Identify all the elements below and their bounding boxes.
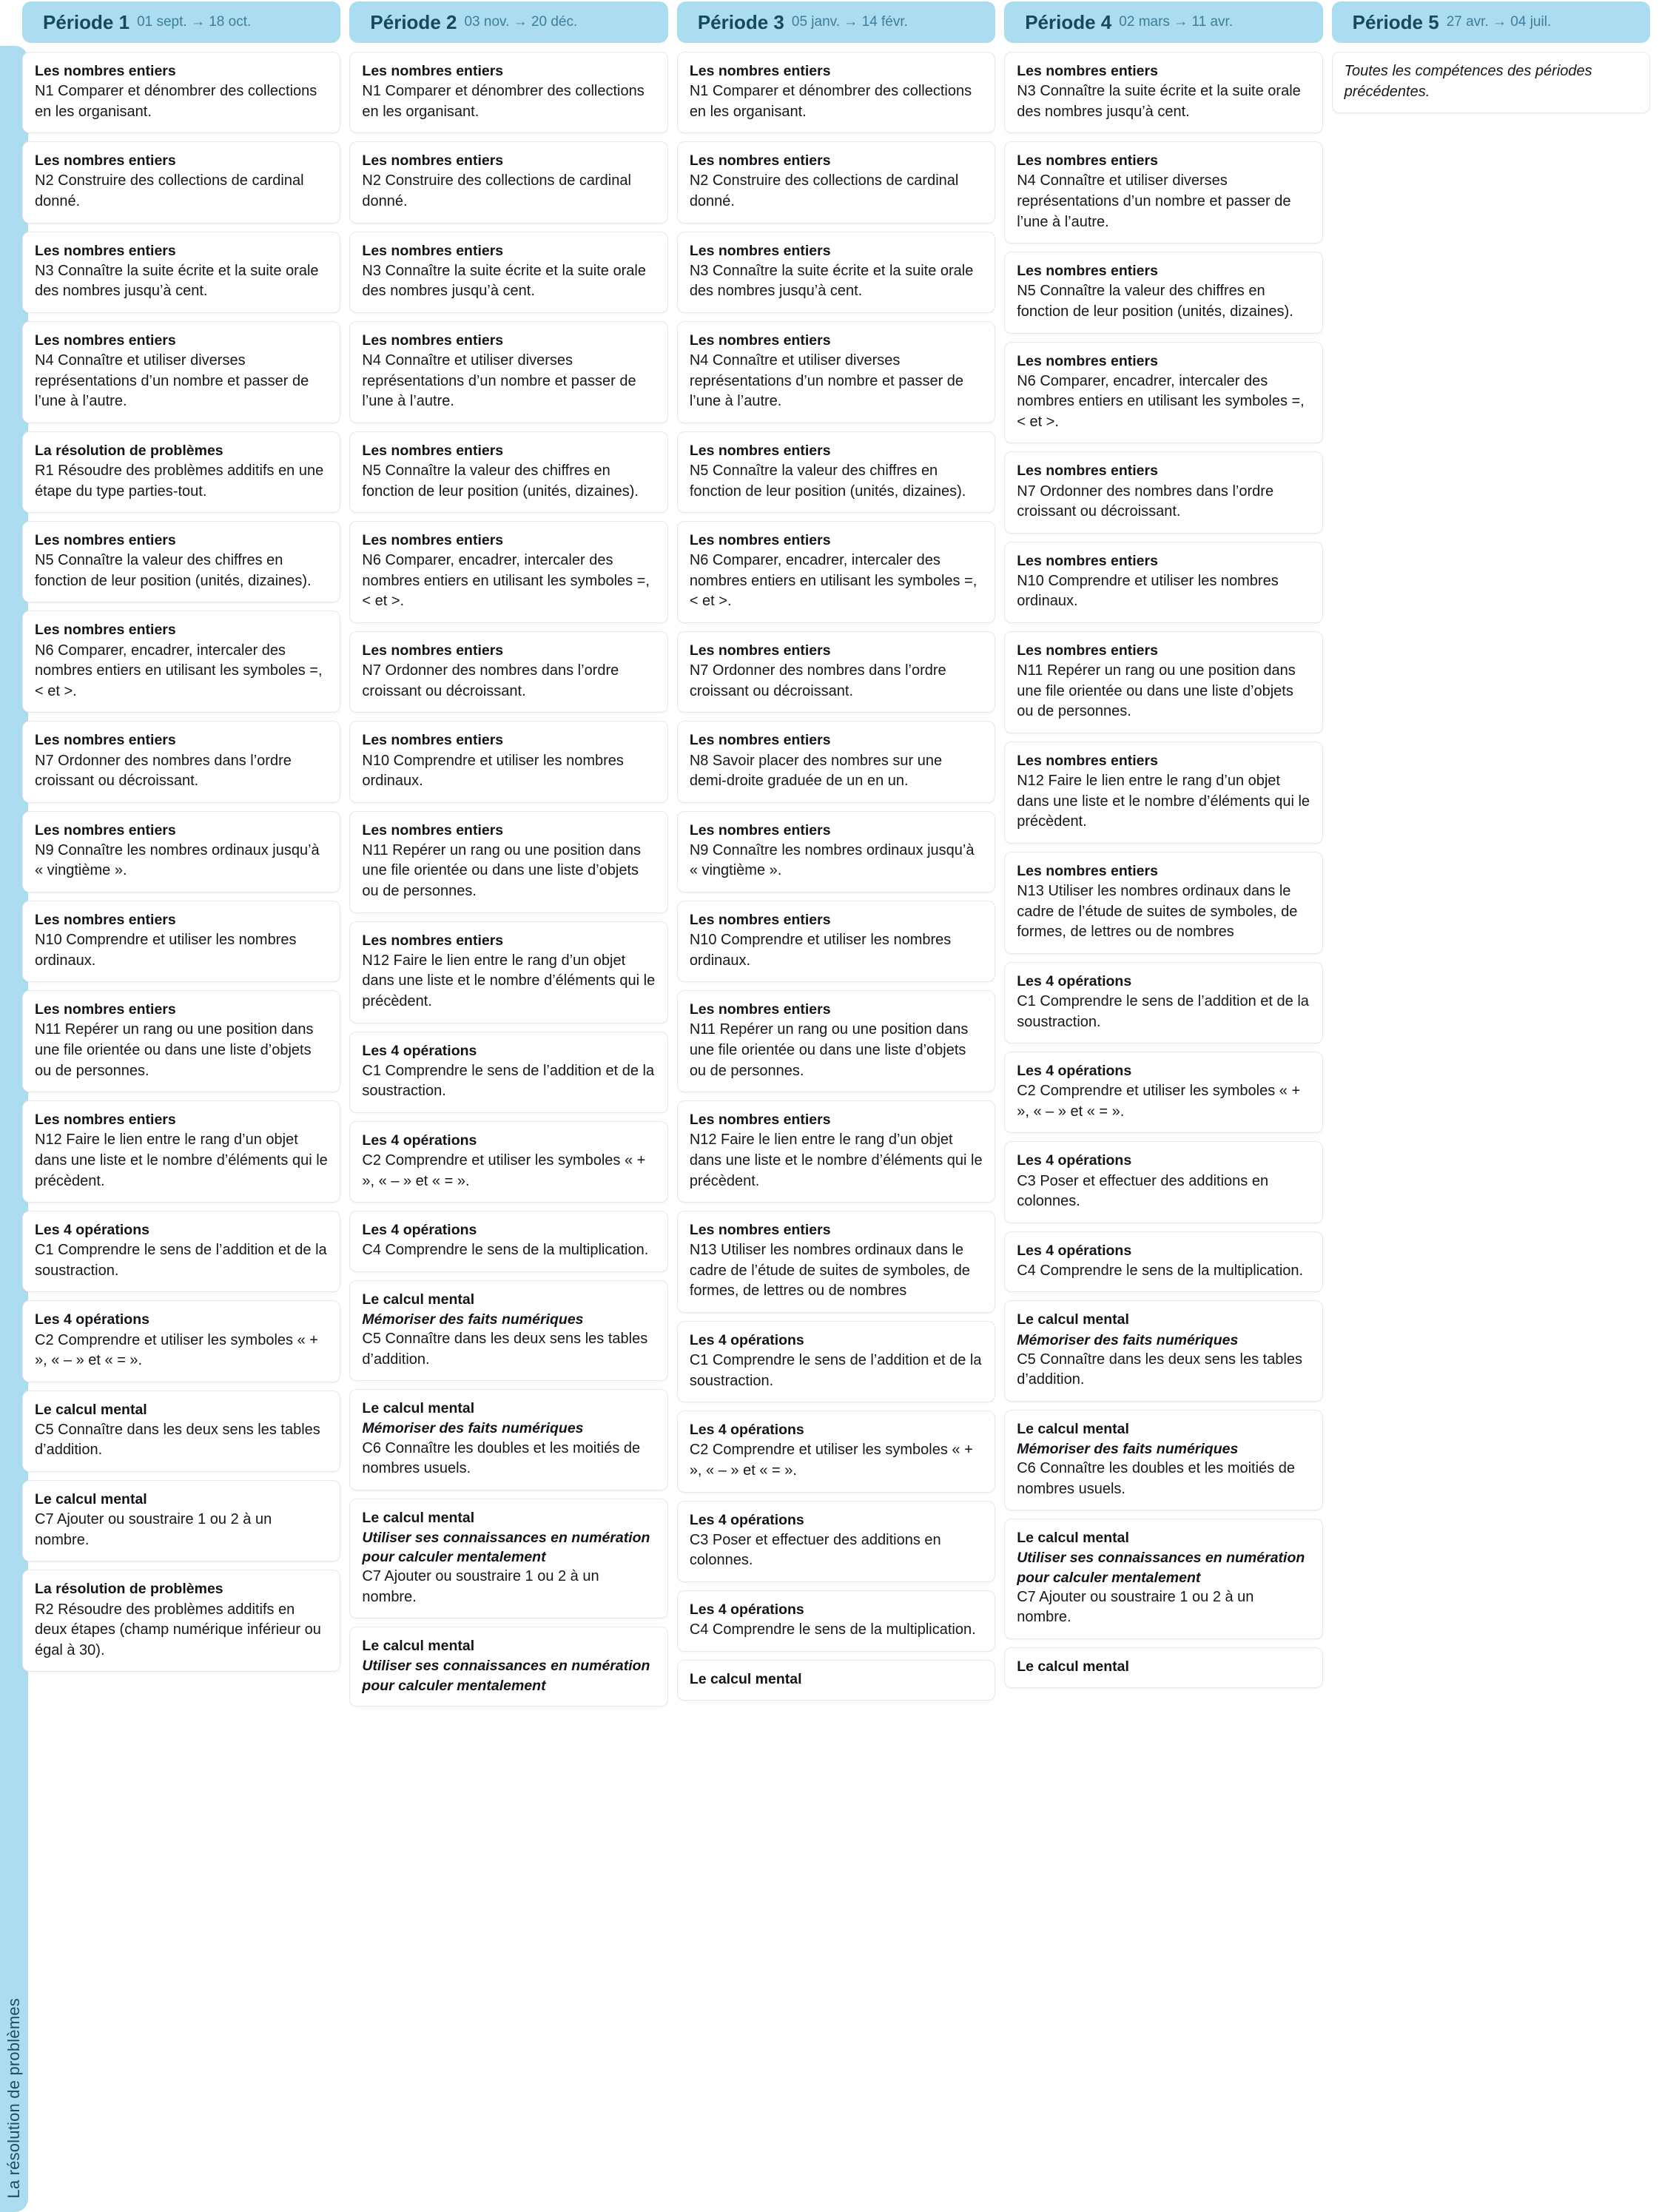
competency-card[interactable] xyxy=(349,52,667,133)
competency-text: R1 Résoudre des problèmes additifs en une étape du type parties-tout. xyxy=(35,462,324,500)
competency-card[interactable] xyxy=(22,1391,340,1472)
competency-card[interactable] xyxy=(349,1627,667,1706)
competency-subdomain: Mémoriser des faits numériques xyxy=(362,1311,584,1328)
competency-domain: Les nombres entiers xyxy=(689,152,831,169)
competency-card[interactable] xyxy=(22,141,340,223)
competency-domain: Les nombres entiers xyxy=(362,332,504,349)
competency-domain: Les nombres entiers xyxy=(362,532,504,549)
period-dates: 01 sept. → 18 oct. xyxy=(137,14,252,30)
competency-subdomain: Mémoriser des faits numériques xyxy=(362,1420,584,1437)
period-dates: 05 janv. → 14 févr. xyxy=(791,14,908,30)
period-header-1[interactable] xyxy=(22,1,340,43)
competency-card[interactable] xyxy=(1004,342,1322,444)
competency-text: C7 Ajouter ou soustraire 1 ou 2 à un nombre. xyxy=(35,1511,272,1548)
competency-domain: Le calcul mental xyxy=(362,1638,475,1655)
competency-text: N11 Repérer un rang ou une position dans une file orientée ou dans une liste d’objets ou de personnes. xyxy=(689,1021,969,1079)
competency-card[interactable] xyxy=(1004,52,1322,133)
competency-subdomain: Utiliser ses connaissances en numération pour calculer mentalement xyxy=(362,1658,650,1694)
period-dates: 02 mars → 11 avr. xyxy=(1119,14,1234,30)
competency-domain: Le calcul mental xyxy=(1017,1311,1129,1328)
competency-domain: La résolution de problèmes xyxy=(35,442,223,459)
competency-card[interactable] xyxy=(677,1211,995,1313)
competency-text: C2 Comprendre et utiliser les symboles « + », « – » et « = ». xyxy=(362,1152,646,1189)
competency-domain: Les nombres entiers xyxy=(1017,862,1158,879)
competency-text: N11 Repérer un rang ou une position dans une file orientée ou dans une liste d’objets ou de personnes. xyxy=(1017,662,1296,720)
competency-domain: Les nombres entiers xyxy=(35,912,176,928)
competency-text: N10 Comprendre et utiliser les nombres ordinaux. xyxy=(35,932,297,969)
period-header-row xyxy=(22,1,1650,47)
competency-text: N7 Ordonner des nombres dans l’ordre croissant ou décroissant. xyxy=(362,662,619,699)
competency-card[interactable] xyxy=(22,1211,340,1292)
competency-text: C6 Connaître les doubles et les moitiés de nombres usuels. xyxy=(362,1439,641,1477)
competency-card[interactable] xyxy=(349,721,667,802)
competency-text: C2 Comprendre et utiliser les symboles « + », « – » et « = ». xyxy=(35,1331,318,1369)
competency-card[interactable] xyxy=(349,141,667,223)
period-title: Période 5 xyxy=(1352,10,1439,33)
competency-domain: Les nombres entiers xyxy=(35,732,176,749)
competency-card[interactable] xyxy=(349,921,667,1023)
competency-card[interactable] xyxy=(22,811,340,892)
competency-card[interactable] xyxy=(22,52,340,133)
competency-text: C7 Ajouter ou soustraire 1 ou 2 à un nombre. xyxy=(362,1568,599,1605)
competency-card[interactable] xyxy=(1004,962,1322,1043)
competency-domain: Les 4 opérations xyxy=(689,1422,804,1439)
competency-domain: Les 4 opérations xyxy=(1017,1152,1132,1169)
competency-domain: Le calcul mental xyxy=(1017,1658,1129,1675)
competency-text: C6 Connaître les doubles et les moitiés de nombres usuels. xyxy=(1017,1460,1295,1497)
competency-text: N12 Faire le lien entre le rang d’un objet dans une liste et le nombre d’éléments qui le précèdent. xyxy=(689,1132,983,1189)
competency-domain: Les nombres entiers xyxy=(35,63,176,79)
competency-domain: Les 4 opérations xyxy=(362,1042,477,1059)
competency-subdomain: Utiliser ses connaissances en numération pour calculer mentalement xyxy=(362,1529,650,1565)
competency-card[interactable] xyxy=(1004,631,1322,733)
competency-card[interactable] xyxy=(1004,141,1322,243)
competency-text: N13 Utiliser les nombres ordinaux dans le cadre de l’étude de suites de symboles, de formes, de lettres ou de nombres xyxy=(689,1242,970,1300)
competency-domain: Les nombres entiers xyxy=(35,622,176,639)
competency-text: N5 Connaître la valeur des chiffres en fonction de leur position (unités, dizaines). xyxy=(35,552,312,589)
competency-domain: Les nombres entiers xyxy=(689,442,831,459)
competency-text: C3 Poser et effectuer des additions en colonnes. xyxy=(1017,1172,1269,1210)
competency-card[interactable] xyxy=(22,721,340,802)
competency-domain: Les nombres entiers xyxy=(362,442,504,459)
competency-text: N2 Construire des collections de cardinal donné. xyxy=(689,172,959,210)
competency-domain: Les nombres entiers xyxy=(1017,642,1158,659)
competency-domain: La résolution de problèmes xyxy=(35,1581,223,1598)
competency-card[interactable] xyxy=(349,1499,667,1619)
competency-card[interactable] xyxy=(22,321,340,423)
competency-text: R2 Résoudre des problèmes additifs en deux étapes (champ numérique inférieur ou égal à 30). xyxy=(35,1601,321,1658)
competency-text: C1 Comprendre le sens de l’addition et de la soustraction. xyxy=(689,1352,982,1389)
competency-text: N7 Ordonner des nombres dans l’ordre croissant ou décroissant. xyxy=(689,662,946,699)
competency-card[interactable] xyxy=(677,901,995,982)
competency-text: N2 Construire des collections de cardinal donné. xyxy=(362,172,631,210)
period-dates: 27 avr. → 04 juil. xyxy=(1446,14,1552,30)
competency-card[interactable] xyxy=(349,431,667,513)
competency-card[interactable] xyxy=(349,1121,667,1203)
competency-card[interactable] xyxy=(349,232,667,313)
competency-card[interactable] xyxy=(677,1411,995,1492)
competency-card[interactable] xyxy=(677,1100,995,1203)
competency-text: C2 Comprendre et utiliser les symboles « + », « – » et « = ». xyxy=(689,1442,973,1479)
period-column-5 xyxy=(1332,52,1650,2212)
competency-domain: Les nombres entiers xyxy=(1017,63,1158,79)
competency-card[interactable] xyxy=(677,1590,995,1652)
competency-text: N3 Connaître la suite écrite et la suite orale des nombres jusqu’à cent. xyxy=(1017,83,1301,120)
competency-domain: Les nombres entiers xyxy=(689,532,831,549)
competency-text: C5 Connaître dans les deux sens les tables d’addition. xyxy=(362,1331,648,1368)
competency-text: N4 Connaître et utiliser diverses représentations d’un nombre et passer de l’une à l’autre. xyxy=(689,352,964,410)
competency-card[interactable] xyxy=(349,1211,667,1272)
competency-text: C7 Ajouter ou soustraire 1 ou 2 à un nombre. xyxy=(1017,1588,1254,1626)
competency-domain: Les nombres entiers xyxy=(35,1112,176,1129)
period-header-5[interactable] xyxy=(1332,1,1650,43)
competency-domain: Les 4 opérations xyxy=(1017,1242,1132,1259)
competency-text: N1 Comparer et dénombrer des collections en les organisant. xyxy=(35,83,317,120)
competency-card[interactable] xyxy=(1004,252,1322,333)
competency-text: C2 Comprendre et utiliser les symboles « + », « – » et « = ». xyxy=(1017,1083,1301,1120)
competency-card[interactable] xyxy=(677,321,995,423)
competency-card[interactable] xyxy=(677,1321,995,1402)
competency-card[interactable] xyxy=(677,431,995,513)
competency-domain: Les nombres entiers xyxy=(689,1112,831,1129)
competency-domain: Le calcul mental xyxy=(35,1491,147,1508)
competency-card[interactable] xyxy=(677,811,995,892)
competency-card[interactable] xyxy=(1004,451,1322,533)
competency-text: N3 Connaître la suite écrite et la suite orale des nombres jusqu’à cent. xyxy=(35,262,319,300)
competency-card[interactable] xyxy=(22,990,340,1092)
competency-text: N5 Connaître la valeur des chiffres en fonction de leur position (unités, dizaines). xyxy=(689,462,966,500)
competency-domain: Les nombres entiers xyxy=(35,1001,176,1018)
competency-card[interactable] xyxy=(677,141,995,223)
competency-text: C4 Comprendre le sens de la multiplication. xyxy=(362,1242,649,1259)
period-column-4 xyxy=(1004,52,1322,2212)
competency-domain: Les nombres entiers xyxy=(689,821,831,838)
period-column-3 xyxy=(677,52,995,2212)
competency-domain: Les nombres entiers xyxy=(689,1222,831,1239)
competency-text: N11 Repérer un rang ou une position dans une file orientée ou dans une liste d’objets ou de personnes. xyxy=(362,841,641,899)
competency-text: C1 Comprendre le sens de l’addition et de la soustraction. xyxy=(35,1242,327,1279)
competency-domain: Les 4 opérations xyxy=(35,1222,149,1239)
competency-domain: Le calcul mental xyxy=(362,1509,475,1526)
competency-domain: Les nombres entiers xyxy=(689,332,831,349)
competency-text: N10 Comprendre et utiliser les nombres ordinaux. xyxy=(362,752,624,790)
competency-card[interactable] xyxy=(349,1032,667,1113)
competency-card[interactable] xyxy=(349,631,667,713)
competency-domain: Les nombres entiers xyxy=(362,242,504,259)
competency-card[interactable] xyxy=(349,521,667,623)
competency-card[interactable] xyxy=(677,1501,995,1582)
period-header-2[interactable] xyxy=(349,1,667,43)
competency-text: N12 Faire le lien entre le rang d’un objet dans une liste et le nombre d’éléments qui le précèdent. xyxy=(362,952,656,1009)
competency-card[interactable] xyxy=(22,901,340,982)
competency-text: N10 Comprendre et utiliser les nombres ordinaux. xyxy=(689,932,952,969)
competency-domain: Le calcul mental xyxy=(362,1291,475,1308)
competency-text: C3 Poser et effectuer des additions en colonnes. xyxy=(689,1531,941,1569)
competency-domain: Les 4 opérations xyxy=(1017,1063,1132,1080)
competency-text: N6 Comparer, encadrer, intercaler des nombres entiers en utilisant les symboles =, < et >. xyxy=(689,552,977,610)
competency-card[interactable] xyxy=(1004,1141,1322,1223)
competency-card[interactable] xyxy=(1004,1410,1322,1510)
competency-card[interactable] xyxy=(677,990,995,1092)
competency-text: N6 Comparer, encadrer, intercaler des nombres entiers en utilisant les symboles =, < et >. xyxy=(1017,372,1305,430)
competency-text: N13 Utiliser les nombres ordinaux dans le cadre de l’étude de suites de symboles, de formes, de lettres ou de nombres xyxy=(1017,883,1298,941)
competency-domain: Les nombres entiers xyxy=(1017,463,1158,480)
competency-domain: Les 4 opérations xyxy=(689,1511,804,1528)
competency-domain: Le calcul mental xyxy=(362,1400,475,1417)
competency-domain: Les 4 opérations xyxy=(689,1601,804,1618)
competency-card[interactable] xyxy=(22,232,340,313)
competency-text: C4 Comprendre le sens de la multiplication. xyxy=(1017,1262,1304,1279)
period-title: Période 2 xyxy=(370,10,457,33)
competency-domain: Les 4 opérations xyxy=(689,1332,804,1349)
competency-domain: Les 4 opérations xyxy=(362,1132,477,1149)
competency-text: N4 Connaître et utiliser diverses représentations d’un nombre et passer de l’une à l’autre. xyxy=(1017,172,1291,230)
competency-domain: Les nombres entiers xyxy=(1017,263,1158,280)
period-column-2 xyxy=(349,52,667,2212)
competency-domain: Les nombres entiers xyxy=(689,1001,831,1018)
competency-card[interactable] xyxy=(1004,1519,1322,1639)
competency-text: Toutes les compétences des périodes précédentes. xyxy=(1344,63,1592,100)
rail-label: La résolution de problèmes xyxy=(4,1998,23,2199)
period-header-4[interactable] xyxy=(1004,1,1322,43)
competency-card[interactable] xyxy=(22,1480,340,1561)
competency-domain: Les nombres entiers xyxy=(35,152,176,169)
competency-card[interactable] xyxy=(1004,742,1322,844)
competency-card[interactable] xyxy=(22,1570,340,1672)
competency-text: N12 Faire le lien entre le rang d’un objet dans une liste et le nombre d’éléments qui le précèdent. xyxy=(35,1132,328,1189)
competency-card[interactable] xyxy=(1004,852,1322,954)
competency-text: N10 Comprendre et utiliser les nombres ordinaux. xyxy=(1017,572,1279,610)
competency-card[interactable] xyxy=(349,811,667,913)
competency-text: N3 Connaître la suite écrite et la suite orale des nombres jusqu’à cent. xyxy=(362,262,646,300)
competency-text: N7 Ordonner des nombres dans l’ordre croissant ou décroissant. xyxy=(1017,483,1274,520)
competency-card[interactable] xyxy=(1332,52,1650,113)
competency-domain: Les 4 opérations xyxy=(1017,972,1132,989)
competency-text: C5 Connaître dans les deux sens les tables d’addition. xyxy=(35,1421,320,1459)
competency-text: N1 Comparer et dénombrer des collections en les organisant. xyxy=(689,83,972,120)
competency-subdomain: Mémoriser des faits numériques xyxy=(1017,1441,1239,1457)
competency-text: N6 Comparer, encadrer, intercaler des nombres entiers en utilisant les symboles =, < et >. xyxy=(35,642,323,699)
competency-card[interactable] xyxy=(22,431,340,513)
period-dates: 03 nov. → 20 déc. xyxy=(464,14,578,30)
competency-text: N9 Connaître les nombres ordinaux jusqu’à « vingtième ». xyxy=(35,841,320,879)
competency-domain: Le calcul mental xyxy=(35,1401,147,1418)
competency-domain: Les nombres entiers xyxy=(362,732,504,749)
competency-domain: Les nombres entiers xyxy=(362,821,504,838)
competency-text: N6 Comparer, encadrer, intercaler des nombres entiers en utilisant les symboles =, < et >. xyxy=(362,552,650,610)
competency-domain: Les 4 opérations xyxy=(362,1222,477,1239)
competency-domain: Les nombres entiers xyxy=(1017,552,1158,569)
competency-card[interactable] xyxy=(677,521,995,623)
period-header-3[interactable] xyxy=(677,1,995,43)
competency-domain: Les nombres entiers xyxy=(1017,152,1158,169)
competency-card[interactable] xyxy=(677,52,995,133)
competency-subdomain: Utiliser ses connaissances en numération pour calculer mentalement xyxy=(1017,1550,1305,1586)
competency-text: N11 Repérer un rang ou une position dans une file orientée ou dans une liste d’objets ou de personnes. xyxy=(35,1021,314,1079)
competency-card[interactable] xyxy=(1004,1300,1322,1401)
competency-text: N4 Connaître et utiliser diverses représentations d’un nombre et passer de l’une à l’autre. xyxy=(35,352,309,410)
competency-text: N5 Connaître la valeur des chiffres en fonction de leur position (unités, dizaines). xyxy=(1017,283,1293,320)
competency-domain: Les nombres entiers xyxy=(689,642,831,659)
competency-text: C1 Comprendre le sens de l’addition et de la soustraction. xyxy=(362,1062,655,1100)
competency-domain: Les nombres entiers xyxy=(689,912,831,928)
competency-card[interactable] xyxy=(22,611,340,713)
competency-card[interactable] xyxy=(22,1300,340,1382)
period-columns xyxy=(22,52,1650,2212)
competency-domain: Les 4 opérations xyxy=(35,1311,149,1328)
competency-card[interactable] xyxy=(1004,542,1322,623)
competency-text: C4 Comprendre le sens de la multiplication. xyxy=(689,1621,976,1638)
competency-text: N1 Comparer et dénombrer des collections en les organisant. xyxy=(362,83,645,120)
competency-card[interactable] xyxy=(677,721,995,802)
competency-domain: Les nombres entiers xyxy=(35,821,176,838)
competency-domain: Les nombres entiers xyxy=(362,642,504,659)
competency-text: N4 Connaître et utiliser diverses représentations d’un nombre et passer de l’une à l’autre. xyxy=(362,352,636,410)
competency-text: N5 Connaître la valeur des chiffres en fonction de leur position (unités, dizaines). xyxy=(362,462,639,500)
competency-text: C5 Connaître dans les deux sens les tables d’addition. xyxy=(1017,1351,1302,1388)
competency-domain: Les nombres entiers xyxy=(1017,752,1158,769)
competency-text: C1 Comprendre le sens de l’addition et de la soustraction. xyxy=(1017,992,1309,1030)
competency-card[interactable] xyxy=(1004,1647,1322,1688)
competency-domain: Les nombres entiers xyxy=(362,932,504,949)
period-title: Période 1 xyxy=(43,10,130,33)
period-title: Période 4 xyxy=(1025,10,1112,33)
competency-card[interactable] xyxy=(349,1280,667,1381)
competency-domain: Le calcul mental xyxy=(1017,1420,1129,1437)
period-title: Période 3 xyxy=(697,10,784,33)
competency-text: N2 Construire des collections de cardinal donné. xyxy=(35,172,304,210)
competency-card[interactable] xyxy=(22,1100,340,1203)
competency-text: N3 Connaître la suite écrite et la suite orale des nombres jusqu’à cent. xyxy=(689,262,974,300)
competency-domain: Les nombres entiers xyxy=(689,732,831,749)
competency-domain: Le calcul mental xyxy=(689,1670,802,1687)
competency-card[interactable] xyxy=(22,521,340,602)
competency-text: N12 Faire le lien entre le rang d’un objet dans une liste et le nombre d’éléments qui le précèdent. xyxy=(1017,773,1310,830)
competency-subdomain: Mémoriser des faits numériques xyxy=(1017,1331,1239,1348)
competency-domain: Le calcul mental xyxy=(1017,1530,1129,1547)
competency-card[interactable] xyxy=(677,631,995,713)
competency-card[interactable] xyxy=(677,1660,995,1701)
competency-card[interactable] xyxy=(1004,1052,1322,1133)
competency-card[interactable] xyxy=(677,232,995,313)
competency-domain: Les nombres entiers xyxy=(362,152,504,169)
competency-card[interactable] xyxy=(349,321,667,423)
competency-domain: Les nombres entiers xyxy=(689,242,831,259)
competency-domain: Les nombres entiers xyxy=(35,332,176,349)
competency-text: N7 Ordonner des nombres dans l’ordre croissant ou décroissant. xyxy=(35,752,292,790)
competency-domain: Les nombres entiers xyxy=(689,63,831,79)
competency-text: N9 Connaître les nombres ordinaux jusqu’à « vingtième ». xyxy=(689,841,975,879)
competency-domain: Les nombres entiers xyxy=(35,242,176,259)
competency-domain: Les nombres entiers xyxy=(1017,352,1158,369)
competency-card[interactable] xyxy=(349,1389,667,1490)
competency-card[interactable] xyxy=(1004,1231,1322,1293)
competency-domain: Les nombres entiers xyxy=(362,63,504,79)
competency-text: N8 Savoir placer des nombres sur une demi-droite graduée de un en un. xyxy=(689,752,943,790)
competency-domain: Les nombres entiers xyxy=(35,532,176,549)
period-column-1 xyxy=(22,52,340,2212)
